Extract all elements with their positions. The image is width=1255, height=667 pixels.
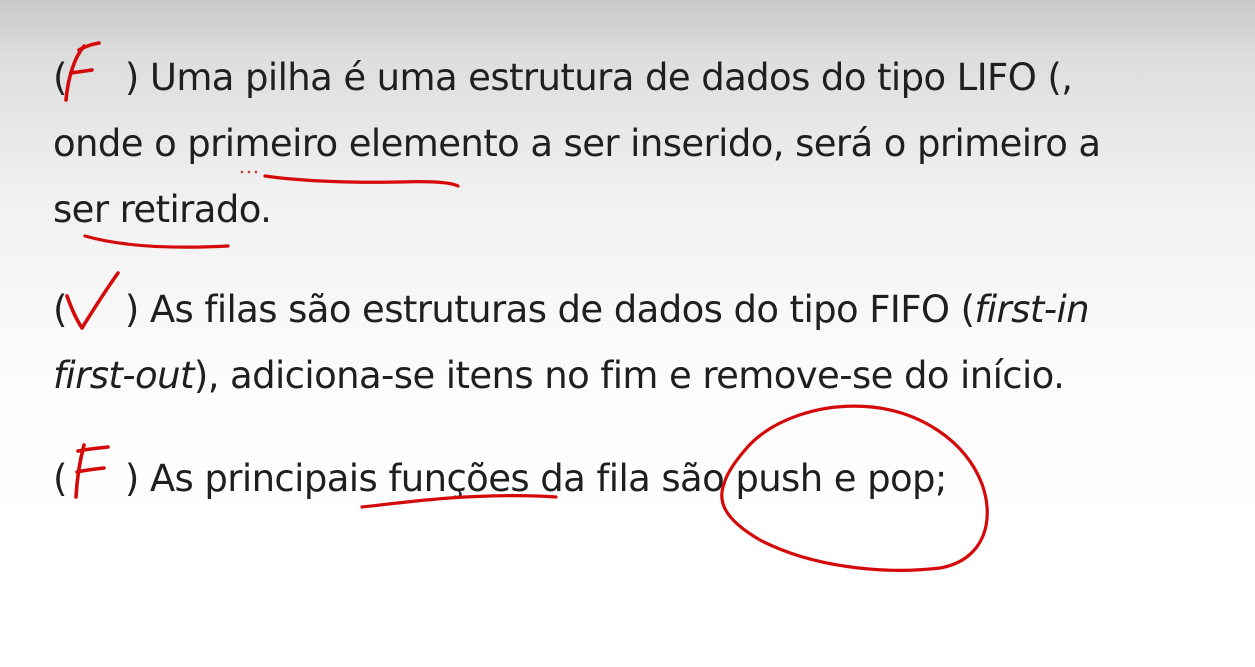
statement-1-line-2: onde o primeiro elemento a ser inserido, será o primeiro a bbox=[53, 122, 1101, 165]
statement-3-text-1: ) As principais funções da fila são push e pop; bbox=[124, 457, 947, 500]
statement-2-italic-2: first-out bbox=[53, 354, 194, 397]
statement-1-text-1: ) Uma pilha é uma estrutura de dados do tipo LIFO (, bbox=[124, 56, 1073, 99]
statement-1 bbox=[53, 45, 1101, 243]
statement-3-line-1: ( ) As principais funções da fila são push e pop; bbox=[53, 457, 947, 500]
statement-2-text-1: ) As filas são estruturas de dados do tipo FIFO ( bbox=[124, 288, 975, 331]
statement-1-line-1: ( ) Uma pilha é uma estrutura de dados do tipo LIFO (, bbox=[53, 56, 1073, 99]
statement-2-italic-1: first-in bbox=[974, 288, 1090, 331]
statement-2-line-1: ( ) As filas são estruturas de dados do tipo FIFO (first-in bbox=[53, 288, 1090, 331]
statement-2-text-2: ), adiciona-se itens no fim e remove-se do início. bbox=[193, 354, 1065, 397]
statement-3 bbox=[53, 446, 947, 512]
statement-2 bbox=[53, 277, 1089, 409]
statement-1-line-3: ser retirado. bbox=[53, 188, 272, 231]
statement-2-line-2 bbox=[53, 343, 1089, 409]
